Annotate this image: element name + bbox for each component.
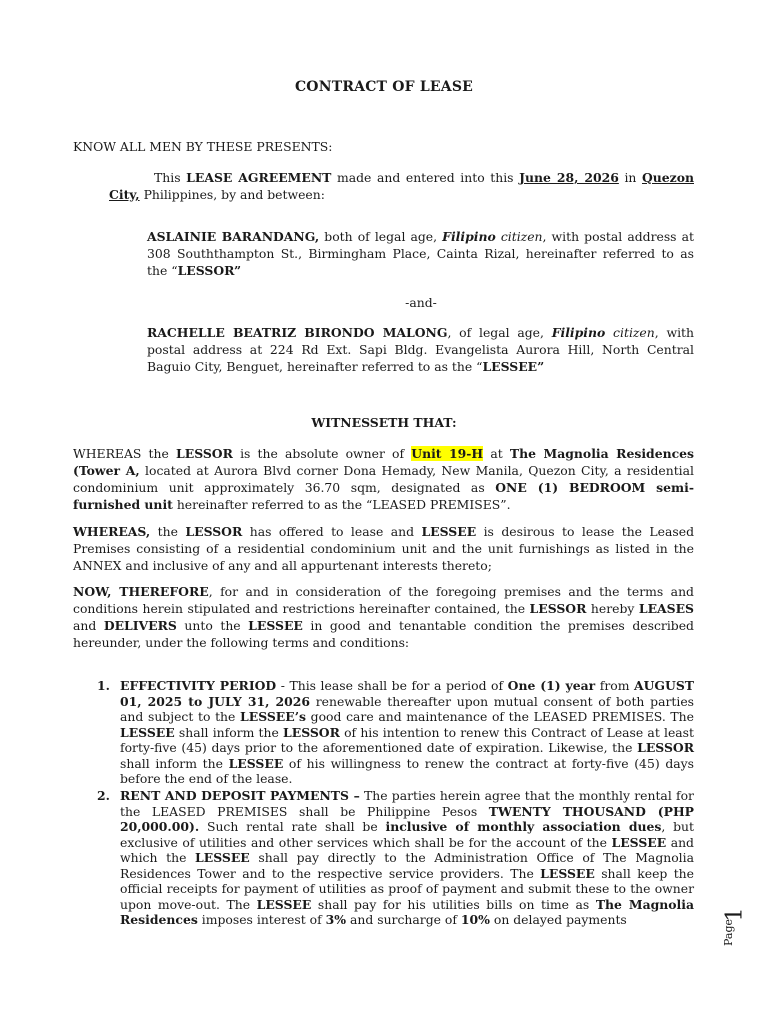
rent-deposit-clause: RENT AND DEPOSIT PAYMENTS – The parties herein agree that the monthly rental for the LEASED PREMISES shall be Philippine Pesos TWENTY THOUSAND (PHP 20,000.00). Such rental rate shall be inclusive of monthly association dues, but exclusive of utilities and other services which shall be for the account of the LESSEE and which the LESSEE shall pay directly to the Administration Office of The Magnolia Residences Tower and to the respective service providers. The LESSEE shall keep the official receipts for payment of utilities as proof of payment and submit these to the owner upon move-out. The LESSEE shall pay for his utilities bills on time as The Magnolia Residences imposes interest of 3% and surcharge of 10% on delayed payments: [120, 788, 694, 927]
list-number-2: 2.: [97, 788, 110, 803]
agreement-date: June 28, 2026: [519, 170, 619, 185]
agreement-city: Quezon City,: [109, 170, 694, 202]
preamble: KNOW ALL MEN BY THESE PRESENTS:: [73, 139, 333, 154]
lessee-party-paragraph: RACHELLE BEATRIZ BIRONDO MALONG, of legal age, Filipino citizen, with postal address at 224 Rd Ext. Sapi Bldg. Evangelista Aurora Hill, North Central Baguio City, Benguet, hereinafter referred to as the “LESSEE”: [147, 325, 694, 374]
lessee-name: RACHELLE BEATRIZ BIRONDO MALONG: [147, 325, 448, 340]
lessor-party-paragraph: ASLAINIE BARANDANG, both of legal age, Filipino citizen, with postal address at 308 Souththampton St., Birmingham Place, Cainta Rizal, hereinafter referred to as the “LESSOR”: [147, 229, 694, 278]
lessor-name: ASLAINIE BARANDANG,: [147, 229, 320, 244]
list-number-1: 1.: [97, 678, 110, 693]
whereas-paragraph-1: WHEREAS the LESSOR is the absolute owner of Unit 19-H at The Magnolia Residences (Tower A, located at Aurora Blvd corner Dona Hemady, New Manila, Quezon City, a residential condominium unit approximately 36.70 sqm, designated as ONE (1) BEDROOM semi-furnished unit hereinafter referred to as the “LEASED PREMISES”.: [73, 446, 695, 512]
effectivity-period-clause: EFFECTIVITY PERIOD - This lease shall be for a period of One (1) year from AUGUST 01, 2025 to JULY 31, 2026 renewable thereafter upon mutual consent of both parties and subject to the LESSEE’s good care and maintenance of the LEASED PREMISES. The LESSEE shall inform the LESSOR of his intention to renew this Contract of Lease at least forty-five (45) days prior to the aforementioned date of expiration. Likewise, the LESSOR shall inform the LESSEE of his willingness to renew the contract at forty-five (45) days before the end of the lease.: [120, 678, 695, 786]
unit-highlight: Unit 19-H: [411, 446, 484, 461]
witnesseth-heading: WITNESSETH THAT:: [311, 415, 457, 430]
page-label: Page: [722, 918, 735, 946]
document-title: CONTRACT OF LEASE: [294, 79, 474, 95]
page-number-footer: [718, 900, 746, 950]
and-separator: -and-: [405, 295, 437, 310]
intro-paragraph: This LEASE AGREEMENT made and entered into this June 28, 2026 in Quezon City, Philippines, by and between:: [109, 170, 694, 202]
now-therefore-paragraph: NOW, THEREFORE, for and in consideration of the foregoing premises and the terms and conditions herein stipulated and restrictions hereinafter contained, the LESSOR hereby LEASES and DELIVERS unto the LESSEE in good and tenantable condition the premises described hereunder, under the following terms and conditions:: [73, 584, 694, 650]
whereas-paragraph-2: WHEREAS, the LESSOR has offered to lease and LESSEE is desirous to lease the Leased Premises consisting of a residential condominium unit and the unit furnishings as listed in the ANNEX and inclusive of any and all appurtenant interests thereto;: [73, 524, 695, 573]
page-number: 1: [722, 907, 748, 922]
